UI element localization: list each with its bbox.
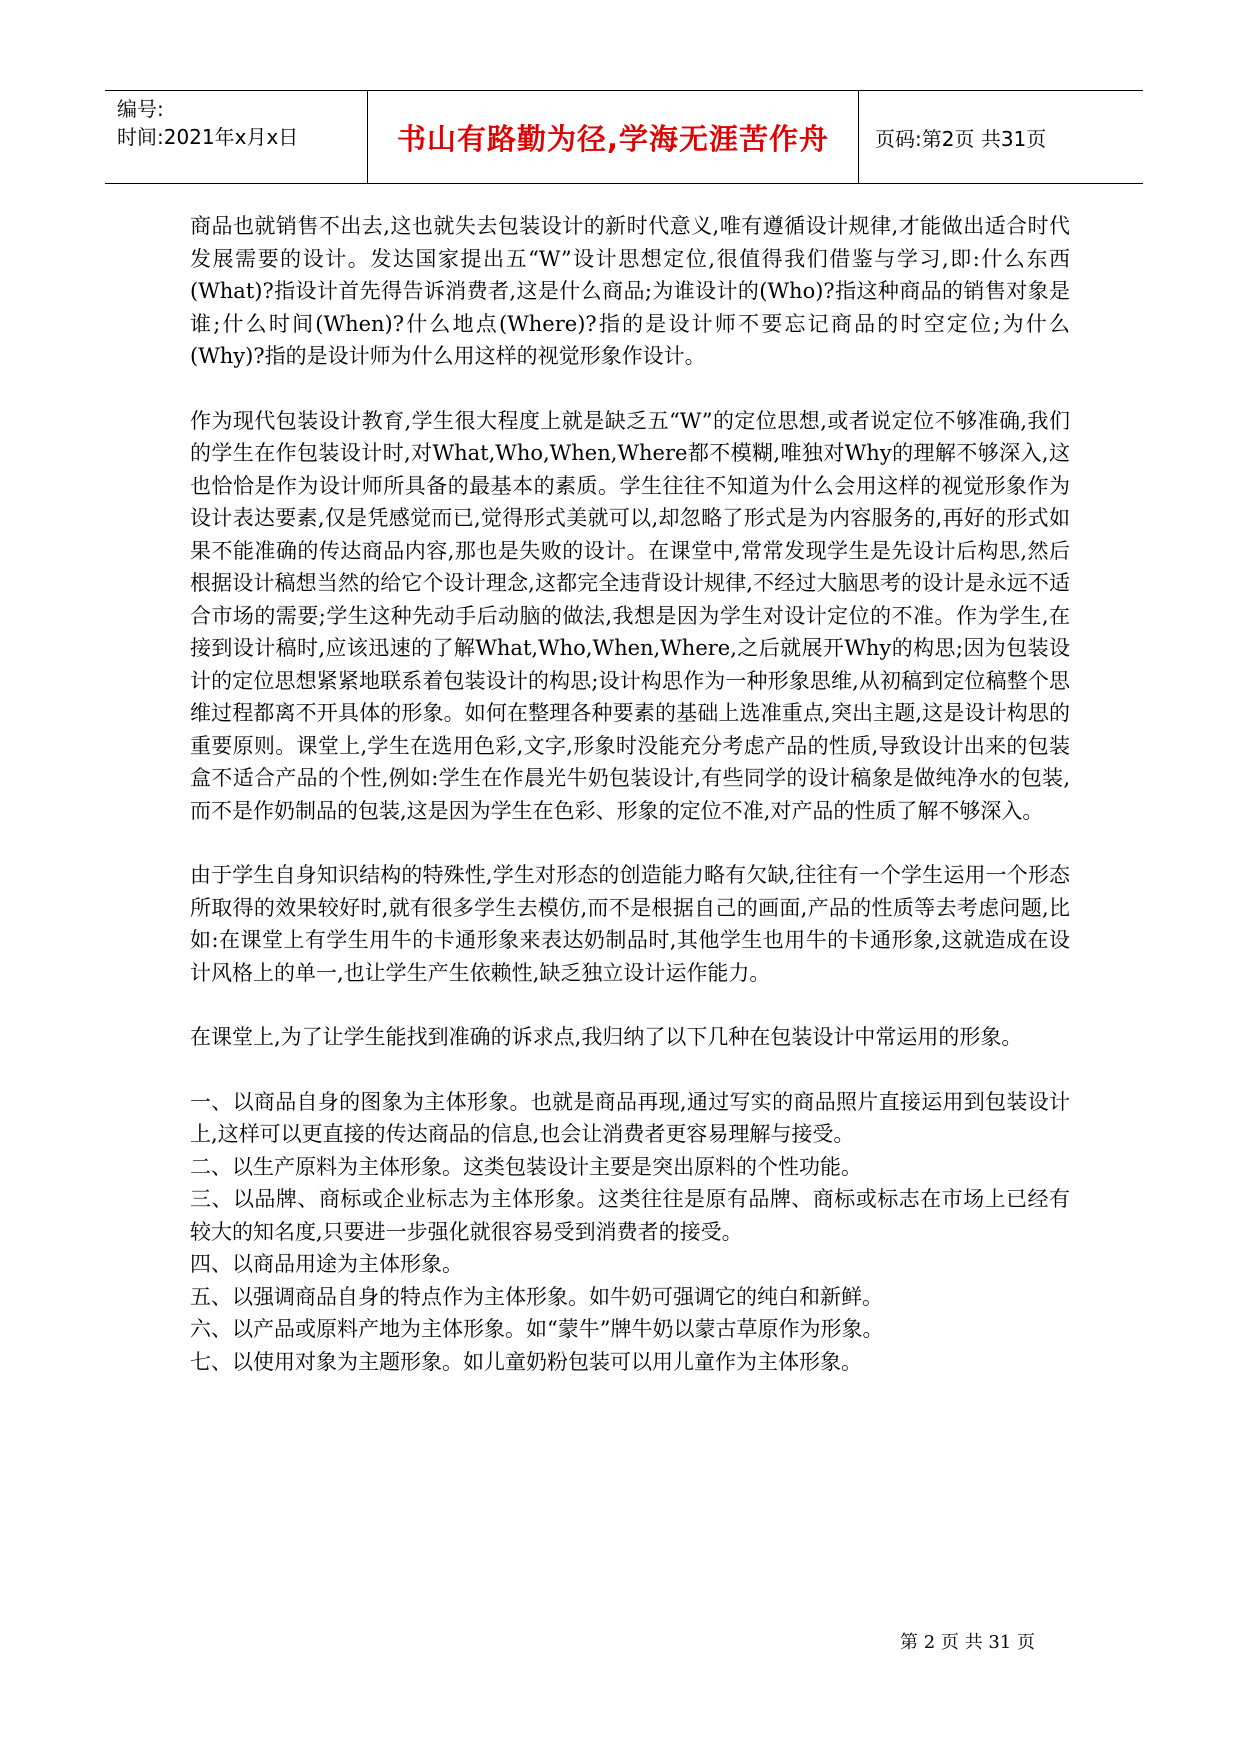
header-meta bbox=[117, 95, 298, 151]
body-paragraph: 在课堂上,为了让学生能找到准确的诉求点,我归纳了以下几种在包装设计中常运用的形象。 bbox=[190, 1025, 1023, 1049]
serial-number-label: 编号: bbox=[117, 97, 164, 121]
page-header bbox=[105, 90, 1143, 184]
header-motto: 书山有路勤为径,学海无涯苦作舟 bbox=[396, 121, 830, 156]
body-paragraph: 作为现代包装设计教育,学生很大程度上就是缺乏五“W”的定位思想,或者说定位不够准确,我们的学生在作包装设计时,对What,Who,When,Where都不模糊,唯独对Why的理解不够深入,这也恰恰是作为设计师所具备的最基本的素质。学生往往不知道为什么会用这样的视觉形象作为设计表达要素,仅是凭感觉而已,觉得形式美就可以,却忽略了形式是为内容服务的,再好的形式如果不能准确的传达商品内容,那也是失败的设计。在课堂中,常常发现学生是先设计后构思,然后根据设计稿想当然的给它个设计理念,这都完全违背设计规律,不经过大脑思考的设计是永远不适合市场的需要;学生这种先动手后动脑的做法,我想是因为学生对设计定位的不准。作为学生,在接到设计稿时,应该迅速的了解What,Who,When,Where,之后就展开Why的构思;因为包装设计的定位思想紧紧地联系着包装设计的构思;设计构思作为一种形象思维,从初稿到定位稿整个思维过程都离不开具体的形象。如何在整理各种要素的基础上选准重点,突出主题,这是设计构思的重要原则。课堂上,学生在选用色彩,文字,形象时没能充分考虑产品的性质,导致设计出来的包装盒不适合产品的个性,例如:学生在作晨光牛奶包装设计,有些同学的设计稿象是做纯净水的包装,而不是作奶制品的包装,这是因为学生在色彩、形象的定位不准,对产品的性质了解不够深入。 bbox=[190, 408, 1070, 823]
body-paragraph: 二、以生产原料为主体形象。这类包装设计主要是突出原料的个性功能。 bbox=[190, 1154, 862, 1179]
time-label: 时间:2021年x月x日 bbox=[117, 125, 299, 149]
body-paragraph: 五、以强调商品自身的特点作为主体形象。如牛奶可强调它的纯白和新鲜。 bbox=[190, 1284, 883, 1309]
body-paragraph: 由于学生自身知识结构的特殊性,学生对形态的创造能力略有欠缺,往往有一个学生运用一个形态所取得的效果较好时,就有很多学生去模仿,而不是根据自己的画面,产品的性质等去考虑问题,比如:在课堂上有学生用牛的卡通形象来表达奶制品时,其他学生也用牛的卡通形象,这就造成在设计风格上的单一,也让学生产生依赖性,缺乏独立设计运作能力。 bbox=[190, 863, 1070, 985]
page-footer: 第 2 页 共 31 页 bbox=[900, 1632, 1035, 1653]
body-paragraph: 四、以商品用途为主体形象。 bbox=[190, 1252, 463, 1276]
header-page-number: 页码:第2页 共31页 bbox=[875, 126, 1047, 151]
body-paragraph: 三、以品牌、商标或企业标志为主体形象。这类往往是原有品牌、商标或标志在市场上已经有较大的知名度,只要进一步强化就很容易受到消费者的接受。 bbox=[190, 1187, 1070, 1244]
body-paragraph: 商品也就销售不出去,这也就失去包装设计的新时代意义,唯有遵循设计规律,才能做出适合时代发展需要的设计。发达国家提出五“W”设计思想定位,很值得我们借鉴与学习,即:什么东西(What)?指设计首先得告诉消费者,这是什么商品;为谁设计的(Who)?指这种商品的销售对象是谁;什么时间(When)?什么地点(Where)?指的是设计师不要忘记商品的时空定位;为什么(Why)?指的是设计师为什么用这样的视觉形象作设计。 bbox=[190, 214, 1070, 368]
body-paragraph: 一、以商品自身的图象为主体形象。也就是商品再现,通过写实的商品照片直接运用到包装设计上,这样可以更直接的传达商品的信息,也会让消费者更容易理解与接受。 bbox=[190, 1089, 1070, 1146]
document-body bbox=[190, 210, 1070, 1378]
body-paragraph: 七、以使用对象为主题形象。如儿童奶粉包装可以用儿童作为主体形象。 bbox=[190, 1349, 862, 1374]
header-divider-right bbox=[858, 91, 859, 183]
body-paragraph: 六、以产品或原料产地为主体形象。如“蒙牛”牌牛奶以蒙古草原作为形象。 bbox=[190, 1317, 884, 1341]
